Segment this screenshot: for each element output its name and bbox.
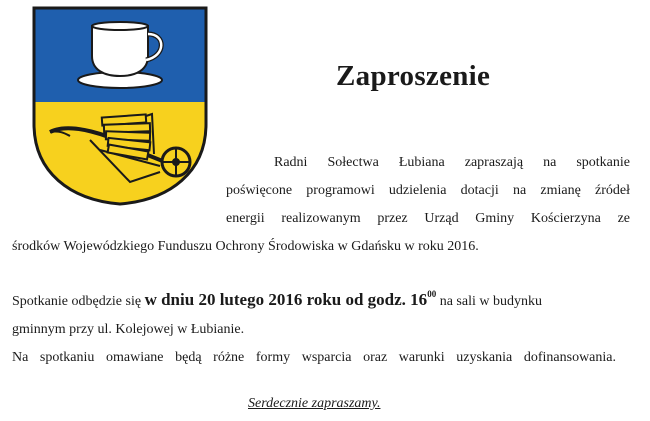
meeting-suffix: na sali w budynku	[439, 294, 542, 309]
intro-line-1: Radni Sołectwa Łubiana zapraszają na spotkanie	[274, 155, 630, 170]
meeting-prefix: Spotkanie odbędzie się	[12, 294, 142, 309]
meeting-minutes: 00	[427, 289, 437, 299]
meeting-line-1	[12, 280, 632, 316]
page-title: Zaproszenie	[336, 60, 491, 92]
intro-line-2: poświęcone programowi udzielenia dotacji na zmianę źródeł	[226, 183, 630, 198]
closing-text: Serdecznie zapraszamy.	[248, 396, 381, 411]
meeting-date-time: w dniu 20 lutego 2016 roku od godz. $16^{00}$	[144, 289, 437, 309]
intro-line-4: środków Wojewódzkiego Funduszu Ochrony Środowiska w Gdańsku w roku 2016.	[12, 239, 479, 254]
meeting-paragraph	[12, 280, 632, 372]
intro-line-3: energii realizowanym przez Urząd Gminy Kościerzyna ze	[226, 211, 630, 226]
intro-paragraph	[0, 149, 650, 261]
meeting-line-2: gminnym przy ul. Kolejowej w Łubianie.	[12, 322, 245, 337]
meeting-line-3: Na spotkaniu omawiane będą różne formy wsparcia oraz warunki uzyskania dofinansowania.	[12, 350, 616, 365]
